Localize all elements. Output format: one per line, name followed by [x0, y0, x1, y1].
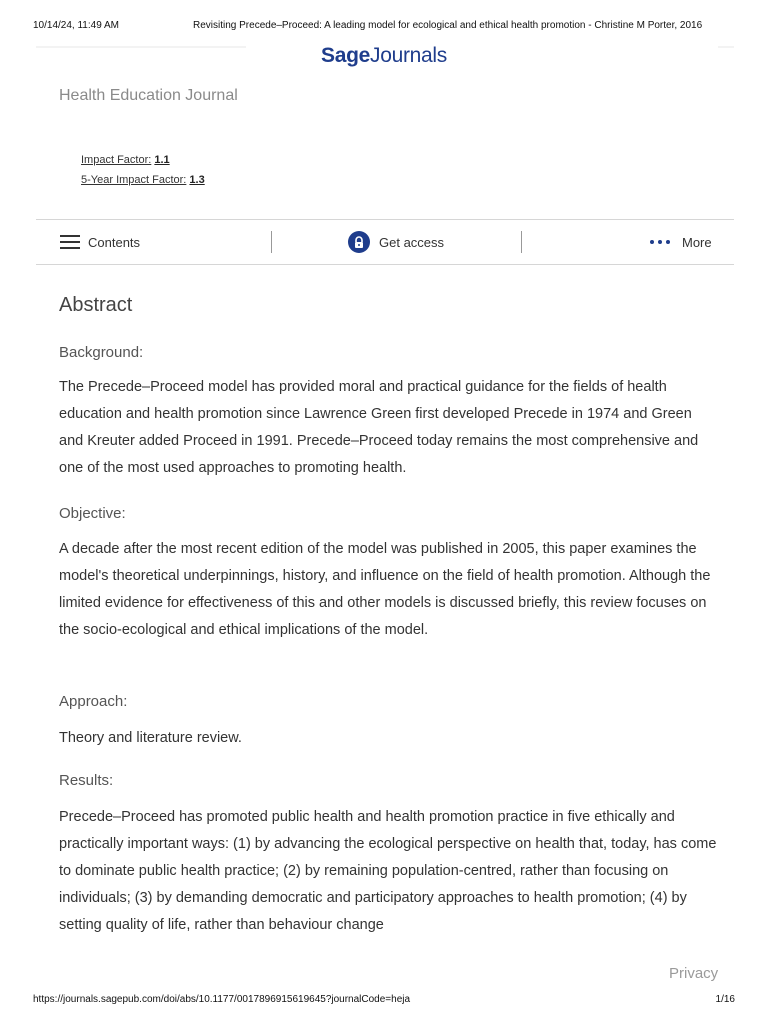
- background-text: The Precede–Proceed model has provided moral and practical guidance for the fields of health education and health promotion since Lawrence Green first developed Precede in 1974 and Green and Kreuter added Proceed in 1991. Precede–Proceed today remains the most comprehensive and one of the most used approaches to promoting health.: [59, 379, 699, 476]
- toolbar-divider: [271, 231, 272, 253]
- background-label: Background:: [59, 344, 144, 361]
- abstract-section: [59, 291, 719, 933]
- contents-button[interactable]: [60, 220, 140, 264]
- approach-text: Theory and literature review.: [59, 730, 242, 746]
- page-url: https://journals.sagepub.com/doi/abs/10.1177/0017896915619645?journalCode=heja: [33, 994, 411, 1005]
- results-text: Precede–Proceed has promoted public health and health promotion practice in five ethically and practically important ways: (1) by advancing the ecological perspective on health that, today, has come to dominate public health practice; (2) by remaining population-centred, rather than focusing on individuals; (3) by demanding democratic and participatory approaches to health promotion; (4) by setting quality of life, rather than behaviour change: [59, 809, 717, 933]
- print-title: Revisiting Precede–Proceed: A leading model for ecological and ethical health promotion - Christine M Porter, 2016: [193, 20, 702, 31]
- lock-icon: [348, 231, 370, 253]
- print-footer: [33, 994, 735, 1005]
- get-access-button[interactable]: [348, 220, 444, 264]
- get-access-label: Get access: [379, 234, 445, 250]
- more-button[interactable]: [650, 220, 712, 264]
- privacy-link[interactable]: Privacy: [669, 965, 719, 982]
- approach-label: Approach:: [59, 693, 128, 710]
- objective-text: A decade after the most recent edition of the model was published in 2005, this paper examines the model's theoretical underpinnings, history, and influence on the field of health promotion. Although the limited evidence for effectiveness of this and other models is discussed briefly, this review focuses on the socio-ecological and ethical implications of the model.: [59, 541, 711, 638]
- five-year-impact-factor-label: 5-Year Impact Factor:: [81, 174, 187, 186]
- five-year-impact-factor[interactable]: [81, 174, 205, 186]
- menu-icon: [60, 233, 80, 251]
- results-label: Results:: [59, 772, 114, 789]
- impact-factor[interactable]: [81, 154, 170, 166]
- more-dots-icon: [650, 240, 670, 244]
- page-number: 1/16: [715, 994, 735, 1005]
- article-toolbar: [36, 219, 734, 265]
- print-header: [33, 20, 702, 31]
- journal-title[interactable]: Health Education Journal: [59, 87, 238, 102]
- impact-factor-value: 1.1: [154, 154, 170, 166]
- contents-label: Contents: [88, 234, 141, 250]
- logo-part-sage: Sage: [321, 44, 370, 67]
- five-year-impact-factor-value: 1.3: [189, 174, 205, 186]
- abstract-heading: Abstract: [59, 294, 133, 316]
- logo-part-journals: Journals: [370, 44, 447, 67]
- more-label: More: [682, 234, 712, 250]
- print-datetime: 10/14/24, 11:49 AM: [33, 20, 119, 31]
- impact-factor-label: Impact Factor:: [81, 154, 152, 166]
- sage-journals-logo[interactable]: [0, 44, 768, 68]
- objective-label: Objective:: [59, 505, 126, 522]
- toolbar-divider: [521, 231, 522, 253]
